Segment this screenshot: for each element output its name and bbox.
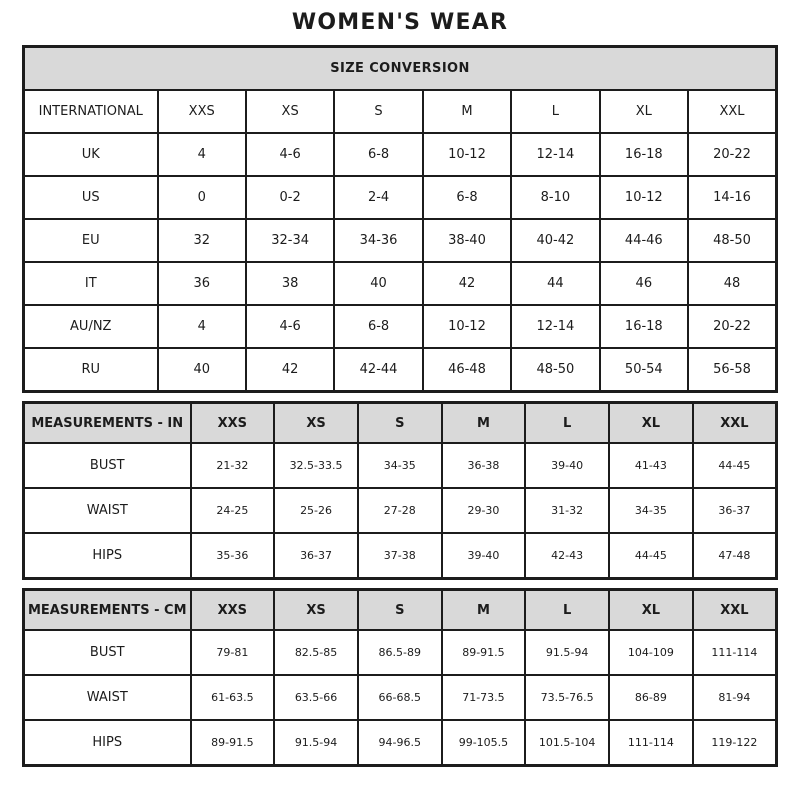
table-row: [24, 720, 777, 766]
row-label: BUST: [24, 443, 191, 488]
value-cell: 46-48: [423, 348, 511, 392]
row-label: RU: [24, 348, 158, 392]
value-cell: 40: [158, 348, 246, 392]
table-row: [24, 443, 777, 488]
row-label: US: [24, 176, 158, 219]
column-header: XL: [609, 590, 693, 631]
value-cell: 89-91.5: [191, 720, 275, 766]
value-cell: 39-40: [525, 443, 609, 488]
column-header: XL: [600, 90, 688, 133]
table-row: [24, 133, 777, 176]
value-cell: 44-45: [609, 533, 693, 579]
value-cell: 48-50: [688, 219, 776, 262]
value-cell: 4: [158, 133, 246, 176]
value-cell: 40-42: [511, 219, 599, 262]
value-cell: 4: [158, 305, 246, 348]
value-cell: 86-89: [609, 675, 693, 720]
column-header: L: [525, 590, 609, 631]
measurements-in-table: [22, 401, 778, 580]
value-cell: 8-10: [511, 176, 599, 219]
row-label: UK: [24, 133, 158, 176]
column-header: XL: [609, 403, 693, 444]
value-cell: 42: [423, 262, 511, 305]
value-cell: 56-58: [688, 348, 776, 392]
header-row: [24, 90, 777, 133]
value-cell: 91.5-94: [274, 720, 358, 766]
row-label: WAIST: [24, 488, 191, 533]
value-cell: 81-94: [693, 675, 777, 720]
value-cell: 91.5-94: [525, 630, 609, 675]
header-row: [24, 403, 777, 444]
value-cell: 36-37: [274, 533, 358, 579]
column-header: S: [358, 403, 442, 444]
value-cell: 71-73.5: [442, 675, 526, 720]
value-cell: 34-35: [358, 443, 442, 488]
value-cell: 10-12: [423, 305, 511, 348]
value-cell: 104-109: [609, 630, 693, 675]
value-cell: 36: [158, 262, 246, 305]
value-cell: 20-22: [688, 133, 776, 176]
value-cell: 73.5-76.5: [525, 675, 609, 720]
corner-header: INTERNATIONAL: [24, 90, 158, 133]
value-cell: 12-14: [511, 305, 599, 348]
table-banner: SIZE CONVERSION: [24, 47, 777, 91]
table-row: [24, 305, 777, 348]
value-cell: 38-40: [423, 219, 511, 262]
column-header: XS: [274, 403, 358, 444]
value-cell: 111-114: [609, 720, 693, 766]
value-cell: 61-63.5: [191, 675, 275, 720]
value-cell: 101.5-104: [525, 720, 609, 766]
value-cell: 21-32: [191, 443, 275, 488]
value-cell: 6-8: [334, 305, 422, 348]
value-cell: 44-45: [693, 443, 777, 488]
tables-container: [0, 45, 800, 767]
row-label: WAIST: [24, 675, 191, 720]
value-cell: 14-16: [688, 176, 776, 219]
value-cell: 44: [511, 262, 599, 305]
row-label: EU: [24, 219, 158, 262]
value-cell: 86.5-89: [358, 630, 442, 675]
value-cell: 35-36: [191, 533, 275, 579]
value-cell: 42-43: [525, 533, 609, 579]
value-cell: 48-50: [511, 348, 599, 392]
row-label: BUST: [24, 630, 191, 675]
table-row: [24, 348, 777, 392]
value-cell: 10-12: [423, 133, 511, 176]
measurements-cm-table: [22, 588, 778, 767]
column-header: XS: [274, 590, 358, 631]
column-header: M: [442, 403, 526, 444]
value-cell: 82.5-85: [274, 630, 358, 675]
value-cell: 63.5-66: [274, 675, 358, 720]
table-row: [24, 630, 777, 675]
value-cell: 2-4: [334, 176, 422, 219]
value-cell: 38: [246, 262, 334, 305]
column-header: XXL: [693, 403, 777, 444]
value-cell: 111-114: [693, 630, 777, 675]
row-label: HIPS: [24, 533, 191, 579]
column-header: S: [334, 90, 422, 133]
corner-header: MEASUREMENTS - IN: [24, 403, 191, 444]
value-cell: 39-40: [442, 533, 526, 579]
value-cell: 46: [600, 262, 688, 305]
value-cell: 0-2: [246, 176, 334, 219]
value-cell: 32.5-33.5: [274, 443, 358, 488]
value-cell: 36-38: [442, 443, 526, 488]
value-cell: 34-36: [334, 219, 422, 262]
value-cell: 4-6: [246, 133, 334, 176]
value-cell: 6-8: [423, 176, 511, 219]
value-cell: 29-30: [442, 488, 526, 533]
value-cell: 50-54: [600, 348, 688, 392]
value-cell: 99-105.5: [442, 720, 526, 766]
value-cell: 37-38: [358, 533, 442, 579]
row-label: HIPS: [24, 720, 191, 766]
header-row: [24, 590, 777, 631]
value-cell: 79-81: [191, 630, 275, 675]
value-cell: 34-35: [609, 488, 693, 533]
corner-header: MEASUREMENTS - CM: [24, 590, 191, 631]
value-cell: 24-25: [191, 488, 275, 533]
column-header: S: [358, 590, 442, 631]
column-header: XXS: [191, 590, 275, 631]
value-cell: 27-28: [358, 488, 442, 533]
table-row: [24, 488, 777, 533]
page-title: WOMEN'S WEAR: [291, 10, 509, 35]
column-header: XS: [246, 90, 334, 133]
column-header: M: [423, 90, 511, 133]
value-cell: 119-122: [693, 720, 777, 766]
value-cell: 89-91.5: [442, 630, 526, 675]
value-cell: 0: [158, 176, 246, 219]
table-row: [24, 219, 777, 262]
value-cell: 16-18: [600, 133, 688, 176]
table-row: [24, 176, 777, 219]
banner-row: [24, 47, 777, 91]
value-cell: 48: [688, 262, 776, 305]
value-cell: 42: [246, 348, 334, 392]
value-cell: 47-48: [693, 533, 777, 579]
value-cell: 12-14: [511, 133, 599, 176]
column-header: L: [525, 403, 609, 444]
value-cell: 42-44: [334, 348, 422, 392]
row-label: AU/NZ: [24, 305, 158, 348]
value-cell: 32-34: [246, 219, 334, 262]
column-header: XXL: [693, 590, 777, 631]
value-cell: 6-8: [334, 133, 422, 176]
value-cell: 66-68.5: [358, 675, 442, 720]
table-row: [24, 262, 777, 305]
size-conversion-table: [22, 45, 778, 393]
row-label: IT: [24, 262, 158, 305]
table-row: [24, 533, 777, 579]
column-header: XXS: [158, 90, 246, 133]
value-cell: 10-12: [600, 176, 688, 219]
value-cell: 41-43: [609, 443, 693, 488]
value-cell: 31-32: [525, 488, 609, 533]
column-header: M: [442, 590, 526, 631]
value-cell: 40: [334, 262, 422, 305]
value-cell: 36-37: [693, 488, 777, 533]
column-header: XXS: [191, 403, 275, 444]
column-header: L: [511, 90, 599, 133]
value-cell: 20-22: [688, 305, 776, 348]
column-header: XXL: [688, 90, 776, 133]
value-cell: 25-26: [274, 488, 358, 533]
value-cell: 32: [158, 219, 246, 262]
value-cell: 44-46: [600, 219, 688, 262]
table-row: [24, 675, 777, 720]
value-cell: 94-96.5: [358, 720, 442, 766]
value-cell: 16-18: [600, 305, 688, 348]
value-cell: 4-6: [246, 305, 334, 348]
